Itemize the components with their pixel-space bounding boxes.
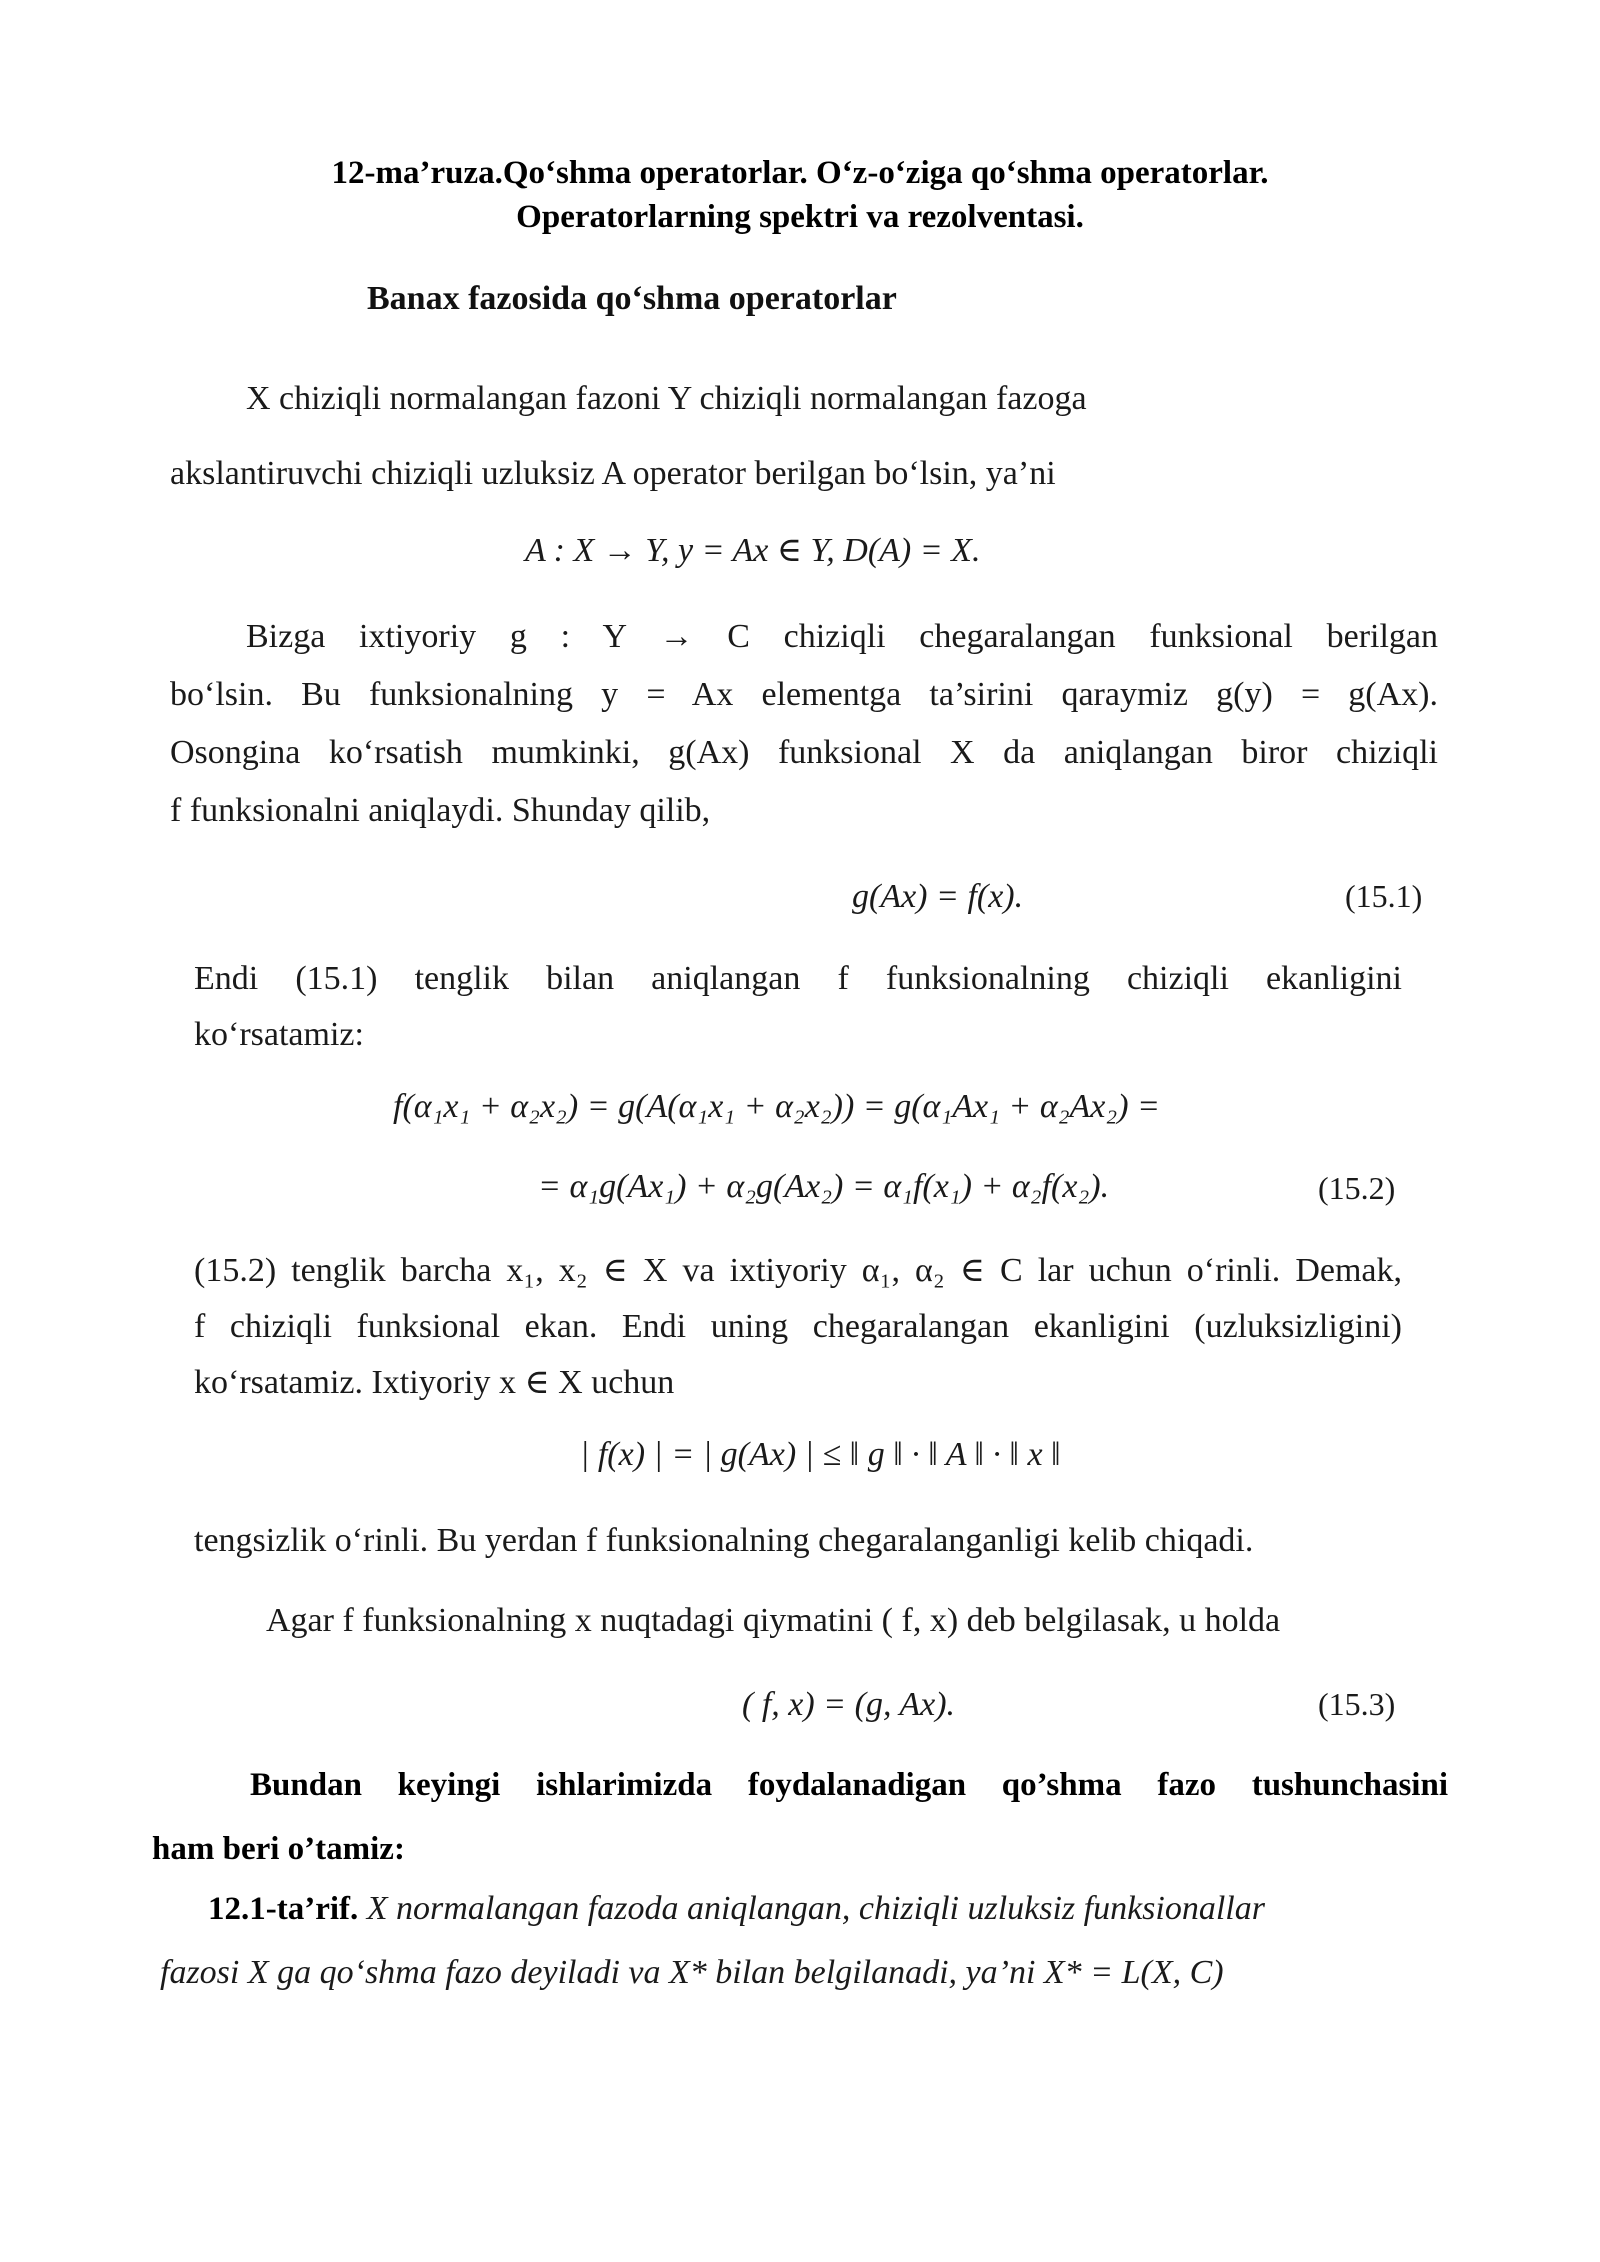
equation-number-15-1: (15.1) bbox=[1345, 878, 1423, 914]
paragraph-2-line-3: Osongina ko‘rsatish mumkinki, g(Ax) funksional X da aniqlangan biror chiziqli bbox=[170, 734, 1438, 771]
lecture-title-line-1: 12-ma’ruza.Qo‘shma operatorlar. O‘z-o‘ziga qo‘shma operatorlar. bbox=[331, 155, 1269, 191]
equation-mapping: A : X → Y, y = Ax ∈ Y, D(A) = X. bbox=[525, 532, 981, 569]
paragraph-7-line-2: ham beri o’tamiz: bbox=[152, 1831, 405, 1867]
equation-number-15-3: (15.3) bbox=[1318, 1686, 1396, 1722]
definition-text-line-1: X normalangan fazoda aniqlangan, chiziqli uzluksiz funksionallar bbox=[358, 1890, 1265, 1927]
definition-line-2: fazosi X ga qo‘shma fazo deyiladi va X* bilan belgilanadi, ya’ni X* = L(X, C) bbox=[160, 1954, 1224, 1991]
paragraph-4-line-1: (15.2) tenglik barcha x₁, x₂ ∈ X va ixtiyoriy α₁, α₂ ∈ C lar uchun o‘rinli. Demak, bbox=[194, 1252, 1402, 1289]
definition-label: 12.1-ta’rif. bbox=[208, 1891, 359, 1927]
paragraph-2-line-2: bo‘lsin. Bu funksionalning y = Ax elementga ta’sirini qaraymiz g(y) = g(Ax). bbox=[170, 676, 1438, 713]
paragraph-1-line-1: X chiziqli normalangan fazoni Y chiziqli normalangan fazoga bbox=[246, 380, 1087, 417]
equation-15-2-line-1: f(α₁x₁ + α₂x₂) = g(A(α₁x₁ + α₂x₂)) = g(α₁Ax₁ + α₂Ax₂) = bbox=[393, 1088, 1160, 1125]
paragraph-5: tengsizlik o‘rinli. Bu yerdan f funksionalning chegaralanganligi kelib chiqadi. bbox=[194, 1522, 1254, 1559]
paragraph-3-line-1: Endi (15.1) tenglik bilan aniqlangan f funksionalning chiziqli ekanligini bbox=[194, 960, 1402, 997]
paragraph-6: Agar f funksionalning x nuqtadagi qiymatini ( f, x) deb belgilasak, u holda bbox=[266, 1602, 1281, 1639]
paragraph-4-line-2: f chiziqli funksional ekan. Endi uning chegaralangan ekanligini (uzluksizligini) bbox=[194, 1308, 1402, 1345]
equation-15-1: g(Ax) = f(x). bbox=[852, 878, 1024, 915]
equation-15-2-line-2: = α₁g(Ax₁) + α₂g(Ax₂) = α₁f(x₁) + α₂f(x₂). bbox=[538, 1168, 1110, 1205]
paragraph-7-line-1: Bundan keyingi ishlarimizda foydalanadigan qo’shma fazo tushunchasini bbox=[250, 1767, 1448, 1803]
paragraph-1-line-2: akslantiruvchi chiziqli uzluksiz A operator berilgan bo‘lsin, ya’ni bbox=[170, 455, 1056, 492]
definition-line-1 bbox=[208, 1880, 1265, 1938]
paragraph-2-line-1: Bizga ixtiyoriy g : Y → C chiziqli chegaralangan funksional berilgan bbox=[246, 618, 1438, 655]
paragraph-2-line-4: f funksionalni aniqlaydi. Shunday qilib, bbox=[170, 792, 711, 829]
equation-15-3: ( f, x) = (g, Ax). bbox=[742, 1686, 956, 1723]
equation-inequality: | f(x) | = | g(Ax) | ≤ ‖ g ‖ · ‖ A ‖ · ‖ x ‖ bbox=[580, 1436, 1061, 1473]
equation-number-15-2: (15.2) bbox=[1318, 1170, 1396, 1206]
paragraph-3-line-2: ko‘rsatamiz: bbox=[194, 1016, 364, 1053]
section-heading: Banax fazosida qo‘shma operatorlar bbox=[367, 280, 897, 317]
lecture-title-line-2: Operatorlarning spektri va rezolventasi. bbox=[516, 199, 1084, 235]
paragraph-4-line-3: ko‘rsatamiz. Ixtiyoriy x ∈ X uchun bbox=[194, 1364, 675, 1401]
